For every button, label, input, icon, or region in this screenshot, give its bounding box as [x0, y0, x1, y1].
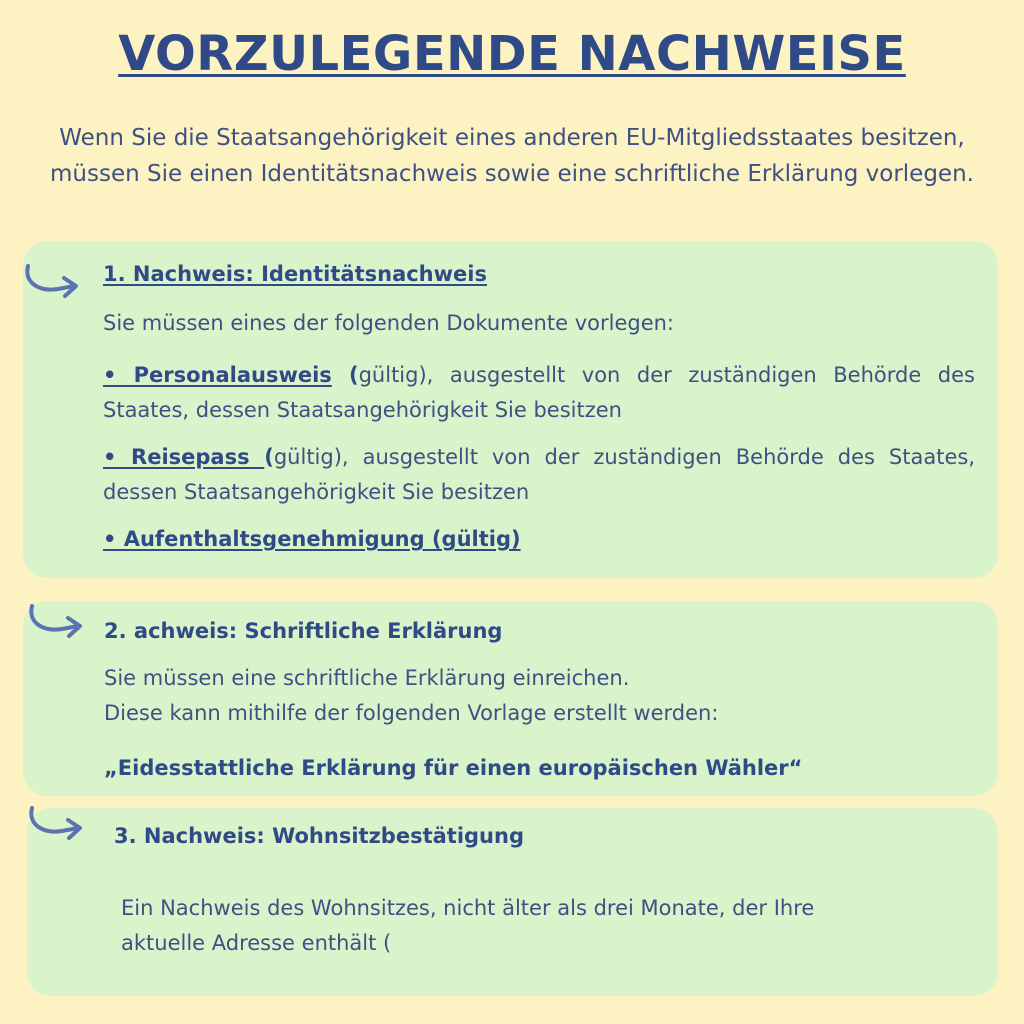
page-title: VORZULEGENDE NACHWEISE — [118, 26, 906, 82]
card-3-heading: 3. Nachweis: Wohnsitzbestätigung — [114, 824, 524, 848]
list-item-reisepass: • Reisepass (gültig), ausgestellt von der zuständigen Behörde des Staates, dessen Staatsangehörigkeit Sie besitzen — [103, 445, 975, 504]
list-item-aufenthaltsgenehmigung: • Aufenthaltsgenehmigung (gültig) — [103, 527, 521, 551]
card-2-line-1: Sie müssen eine schriftliche Erklärung einreichen. — [104, 666, 630, 690]
card-3-line-1: Ein Nachweis des Wohnsitzes, nicht älter als drei Monate, der Ihre — [121, 896, 815, 920]
card-1-intro: Sie müssen eines der folgenden Dokumente vorlegen: — [103, 311, 674, 335]
card-1-heading: 1. Nachweis: Identitätsnachweis — [103, 262, 487, 286]
template-name: „Eidesstattliche Erklärung für einen europäischen Wähler“ — [104, 756, 803, 780]
intro-line-1: Wenn Sie die Staatsangehörigkeit eines anderen EU-Mitgliedsstaates besitzen, — [59, 125, 965, 151]
card-2-heading: 2. achweis: Schriftliche Erklärung — [104, 619, 503, 643]
item-1-name: • Personalausweis — [103, 363, 332, 387]
curved-arrow-icon — [22, 258, 82, 302]
card-3-line-2: aktuelle Adresse enthält ( — [121, 931, 392, 955]
intro-line-2: müssen Sie einen Identitätsnachweis sowie eine schriftliche Erklärung vorlegen. — [50, 161, 974, 187]
curved-arrow-icon — [26, 598, 86, 642]
list-item-personalausweis: • Personalausweis (gültig), ausgestellt von der zuständigen Behörde des Staates, dessen Staatsangehörigkeit Sie besitzen — [103, 363, 976, 422]
item-2-text: gültig), ausgestellt von der zuständigen Behörde des Staates, dessen Staatsangehörigkeit Sie besitzen — [103, 445, 975, 504]
item-1-text: gültig), ausgestellt von der zuständigen Behörde des Staates, dessen Staatsangehörigkeit Sie besitzen — [103, 363, 976, 422]
curved-arrow-icon — [26, 800, 86, 844]
intro-text — [0, 120, 1024, 192]
card-2-line-2: Diese kann mithilfe der folgenden Vorlage erstellt werden: — [104, 701, 719, 725]
item-2-name: • Reisepass — [103, 445, 265, 469]
